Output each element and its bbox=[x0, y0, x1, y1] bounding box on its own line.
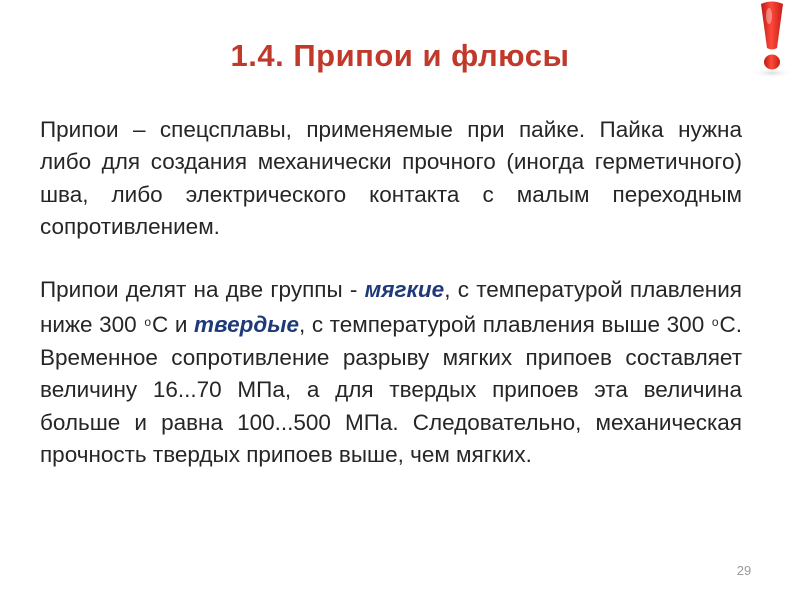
paragraph-solder-groups bbox=[40, 274, 742, 471]
keyword-hard: твердые bbox=[194, 312, 299, 338]
degree-mark: о bbox=[711, 315, 719, 330]
paragraph2-text-3: С и bbox=[152, 312, 195, 338]
paragraph-solders-definition: Припои – спецсплавы, применяемые при пайке. Пайка нужна либо для создания механически прочного (иногда герметичного) шва, либо электрического контакта с малым переходным сопротивлением. bbox=[40, 117, 742, 240]
page-number: 29 bbox=[736, 563, 752, 578]
paragraph2-text-5: С. Временное сопротивление разрыву мягких припоев составляет величину 16...70 МПа, а для твердых припоев эта величина больше и равна 100...500 МПа. Следовательно, механическая прочность твердых припоев выше, чем мягких. bbox=[40, 312, 742, 468]
paragraph2-text-2: , с температурой плавления ниже 300 bbox=[40, 277, 742, 338]
degree-mark: о bbox=[144, 315, 151, 330]
exclamation-icon bbox=[748, 0, 800, 80]
slide-title: 1.4. Припои и флюсы bbox=[230, 38, 570, 73]
paragraph2-text-4: , с температурой плавления выше 300 bbox=[298, 312, 711, 338]
paragraph2-text-1: Припои делят на две группы - bbox=[40, 277, 365, 302]
keyword-soft: мягкие bbox=[364, 277, 445, 302]
